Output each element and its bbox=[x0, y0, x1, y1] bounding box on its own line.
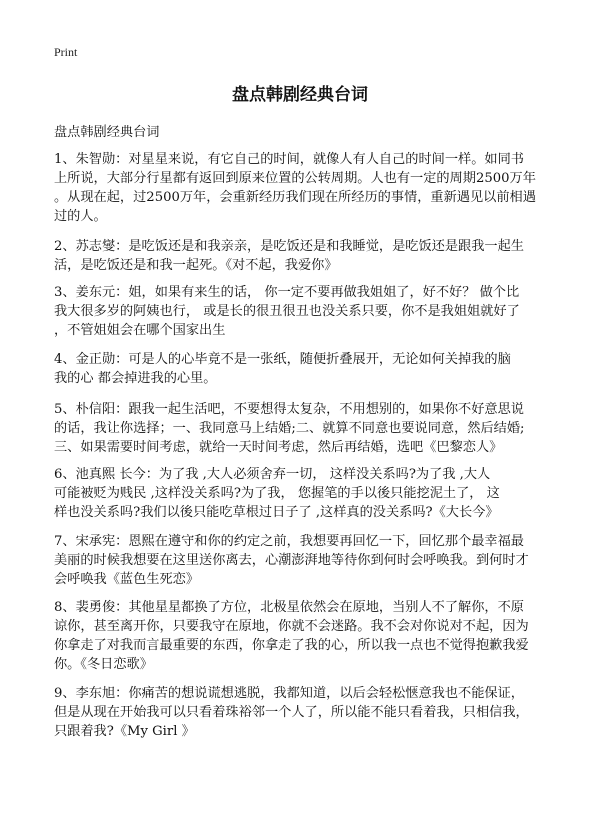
quote-line: 上所说，大部分行星都有返回到原来位置的公转周期。人也有一定的周期2500万年 bbox=[54, 171, 536, 186]
quote-line: ，不管姐姐会在哪个国家出生 bbox=[54, 323, 226, 338]
quote-4 bbox=[54, 350, 554, 388]
quote-line: 4、金正勋：可是人的心毕竟不是一张纸，随便折叠展开，无论如何关掉我的脑 bbox=[54, 352, 511, 367]
quote-line: 9、李东旭：你痛苦的想说谎想逃脱，我都知道，以后会轻松惬意我也不能保证， bbox=[54, 686, 524, 701]
quote-line: 的话，我让你选择；一、我同意马上结婚;二、就算不同意也要说同意，然后结婚; bbox=[54, 421, 525, 436]
quote-1 bbox=[54, 150, 554, 226]
quote-9 bbox=[54, 684, 554, 741]
quote-5 bbox=[54, 400, 554, 457]
quote-6 bbox=[54, 465, 554, 522]
quote-8 bbox=[54, 598, 554, 674]
quote-2 bbox=[54, 237, 554, 275]
document-subtitle: 盘点韩剧经典台词 bbox=[54, 125, 160, 140]
quote-line: 我的心 都会掉进我的心里。 bbox=[54, 371, 217, 386]
quote-line: 8、裴勇俊：其他星星都换了方位，北极星依然会在原地，当别人不了解你，不原 bbox=[54, 600, 524, 615]
quote-line: 6、池真熙 长今：为了我 ,大人必须舍弃一切， 这样没关系吗?为了我 ,大人 bbox=[54, 467, 491, 482]
quote-line: 2、苏志燮：是吃饭还是和我亲亲，是吃饭还是和我睡觉，是吃饭还是跟我一起生 bbox=[54, 239, 524, 254]
quote-line: 。从现在起，过2500万年，会重新经历我们现在所经历的事情，重新遇见以前相遇 bbox=[54, 190, 536, 205]
quote-line: 1、朱智勋：对星星来说，有它自己的时间，就像人有人自己的时间一样。如同书 bbox=[54, 152, 524, 167]
quote-line: 可能被贬为贱民 ,这样没关系吗?为了我， 您握笔的手以後只能挖泥土了， 这 bbox=[54, 486, 500, 501]
quote-line: 谅你，甚至离开你，只要我守在原地，你就不会迷路。我不会对你说对不起，因为 bbox=[54, 619, 529, 634]
quote-line: 过的人。 bbox=[54, 209, 107, 224]
quote-line: 3、姜东元：姐，如果有来生的话， 你一定不要再做我姐姐了，好不好？ 做个比 bbox=[54, 285, 520, 300]
quote-line: 会呼唤我《蓝色生死恋》 bbox=[54, 572, 200, 587]
quote-3 bbox=[54, 283, 554, 340]
quote-line: 你。《冬日恋歌》 bbox=[54, 657, 153, 672]
quote-7 bbox=[54, 532, 554, 589]
quote-line: 三、如果需要时间考虑，就给一天时间考虑，然后再结婚，选吧《巴黎恋人》 bbox=[54, 440, 503, 455]
quote-line: 样也没关系吗?我们以後只能吃草根过日子了 ,这样真的没关系吗?《大长今》 bbox=[54, 505, 499, 520]
print-link[interactable]: Print bbox=[54, 45, 78, 59]
quote-line: 但是从现在开始我可以只看着珠裕邻一个人了，所以能不能只看着我，只相信我， bbox=[54, 705, 529, 720]
quote-line: 活，是吃饭还是和我一起死。《对不起，我爱你》 bbox=[54, 258, 338, 273]
quote-line: 我大很多岁的阿姨也行， 或是长的很丑很丑也没关系只要，你不是我姐姐就好了 bbox=[54, 304, 520, 319]
quote-line: 美丽的时候我想要在这里送你离去，心潮澎湃地等待你到何时会呼唤我。到何时才 bbox=[54, 553, 529, 568]
quote-line: 你拿走了对我而言最重要的东西，你拿走了我的心，所以我一点也不觉得抱歉我爱 bbox=[54, 638, 529, 653]
quote-line: 7、宋承宪：恩熙在遵守和你的约定之前，我想要再回忆一下，回忆那个最幸福最 bbox=[54, 534, 524, 549]
quote-line: 5、朴信阳：跟我一起生活吧，不要想得太复杂，不用想别的，如果你不好意思说 bbox=[54, 402, 524, 417]
document-title: 盘点韩剧经典台词 bbox=[232, 85, 368, 105]
quote-line: 只跟着我?《My Girl 》 bbox=[54, 724, 195, 739]
